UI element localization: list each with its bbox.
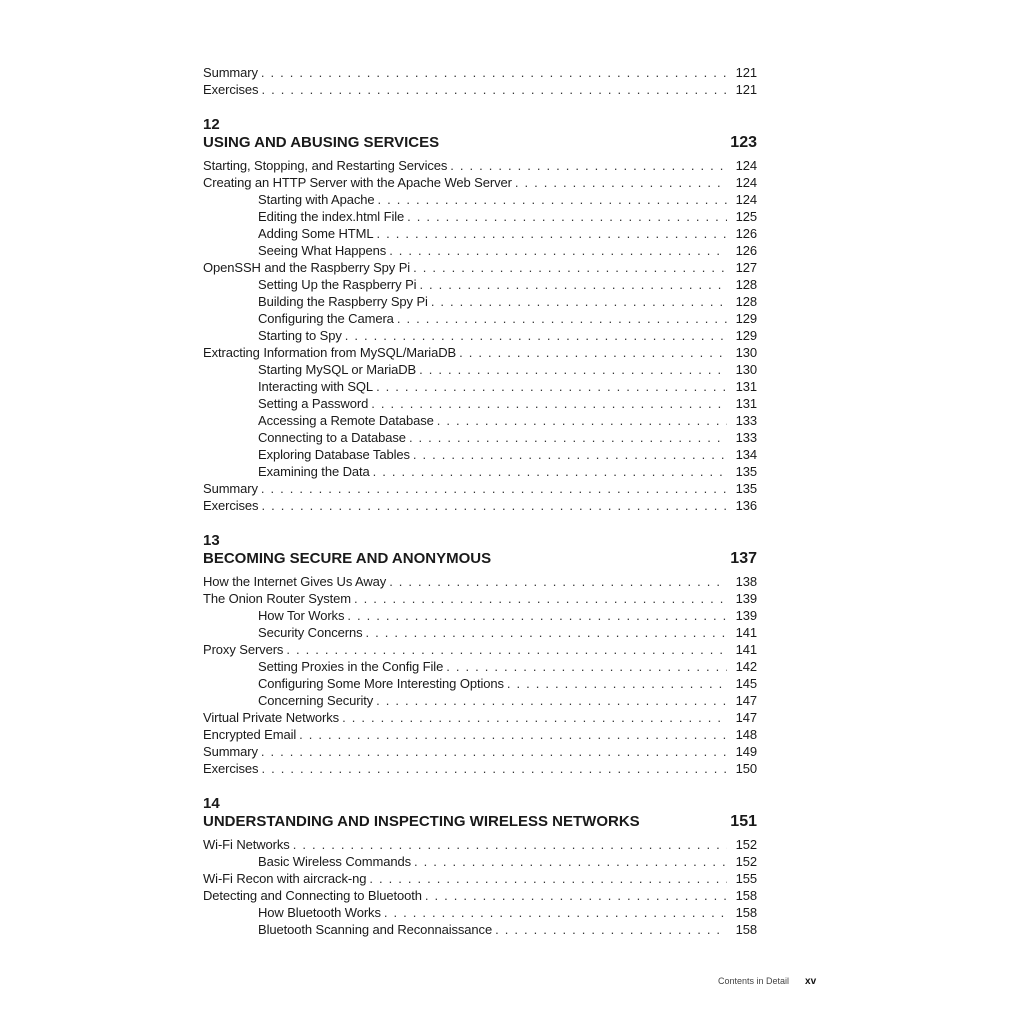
toc-entry[interactable] [203, 641, 757, 658]
entry-label: Creating an HTTP Server with the Apache Web Server [203, 175, 512, 190]
entry-page: 130 [735, 362, 757, 377]
toc-entry[interactable] [203, 760, 757, 777]
toc-entry[interactable] [203, 709, 757, 726]
entry-page: 152 [735, 837, 757, 852]
entry-page: 141 [735, 642, 757, 657]
entry-page: 148 [735, 727, 757, 742]
dot-leader [376, 378, 727, 395]
toc-subentry[interactable] [203, 395, 757, 412]
dot-leader [446, 658, 727, 675]
entry-page: 124 [735, 158, 757, 173]
entry-page: 124 [735, 175, 757, 190]
dot-leader [495, 921, 727, 938]
toc-subentry[interactable] [203, 904, 757, 921]
toc-entry[interactable] [203, 590, 757, 607]
entry-page: 158 [735, 922, 757, 937]
dot-leader [293, 836, 727, 853]
entry-label: Encrypted Email [203, 727, 297, 742]
entry-label: Summary [203, 65, 258, 80]
toc-subentry[interactable] [203, 412, 757, 429]
chapter-heading[interactable] [203, 549, 757, 569]
entry-page: 124 [735, 192, 757, 207]
entry-page: 126 [735, 243, 757, 258]
toc-subentry[interactable] [203, 692, 757, 709]
entry-label: Exercises [203, 82, 259, 97]
toc-entry[interactable] [203, 174, 757, 191]
entry-page: 142 [735, 659, 757, 674]
entry-page: 158 [735, 905, 757, 920]
entry-label: Proxy Servers [203, 642, 284, 657]
toc-subentry[interactable] [203, 853, 757, 870]
entry-label: Setting Up the Raspberry Pi [258, 277, 417, 292]
toc-subentry[interactable] [203, 208, 757, 225]
dot-leader [371, 395, 727, 412]
toc-subentry[interactable] [203, 658, 757, 675]
chapter-number: 13 [203, 532, 220, 549]
toc-entry[interactable] [203, 497, 757, 514]
toc-subentry[interactable] [203, 463, 757, 480]
entry-label: Exercises [203, 498, 259, 513]
dot-leader [419, 276, 727, 293]
footer-section: Contents in Detail [718, 976, 790, 986]
toc-subentry[interactable] [203, 429, 757, 446]
chapter-page: 123 [730, 134, 757, 151]
toc-subentry[interactable] [203, 327, 757, 344]
toc-page [203, 64, 757, 938]
entry-label: Summary [203, 481, 258, 496]
entry-label: Summary [203, 744, 258, 759]
toc-entry[interactable] [203, 344, 757, 361]
chapter-title: UNDERSTANDING AND INSPECTING WIRELESS NETWORKS [203, 813, 640, 830]
entry-page: 131 [735, 396, 757, 411]
dot-leader [419, 361, 727, 378]
entry-page: 135 [735, 464, 757, 479]
dot-leader [345, 327, 727, 344]
dot-leader [366, 624, 727, 641]
toc-entry[interactable] [203, 157, 757, 174]
page-folio: xv [805, 976, 817, 987]
dot-leader [354, 590, 727, 607]
dot-leader [515, 174, 727, 191]
dot-leader [299, 726, 727, 743]
dot-leader [450, 157, 727, 174]
dot-leader [261, 760, 727, 777]
entry-label: Security Concerns [258, 625, 363, 640]
chapter-section [203, 532, 757, 777]
dot-leader [413, 446, 727, 463]
entry-page: 128 [735, 294, 757, 309]
entry-label: Editing the index.html File [258, 209, 405, 224]
dot-leader [389, 573, 727, 590]
entry-label: OpenSSH and the Raspberry Spy Pi [203, 260, 411, 275]
entry-page: 150 [735, 761, 757, 776]
entry-label: Exploring Database Tables [258, 447, 410, 462]
entry-page: 130 [735, 345, 757, 360]
dot-leader [431, 293, 727, 310]
entry-label: Setting Proxies in the Config File [258, 659, 444, 674]
entry-page: 135 [735, 481, 757, 496]
toc-entry[interactable] [203, 726, 757, 743]
dot-leader [376, 225, 727, 242]
entry-label: Wi-Fi Networks [203, 837, 290, 852]
toc-entry[interactable] [203, 81, 757, 98]
entry-page: 125 [735, 209, 757, 224]
toc-subentry[interactable] [203, 921, 757, 938]
dot-leader [373, 463, 727, 480]
dot-leader [414, 853, 727, 870]
page-footer [718, 976, 816, 987]
dot-leader [378, 191, 727, 208]
entry-label: Connecting to a Database [258, 430, 406, 445]
toc-subentry[interactable] [203, 310, 757, 327]
entry-label: How the Internet Gives Us Away [203, 574, 387, 589]
dot-leader [261, 743, 727, 760]
entry-label: Bluetooth Scanning and Reconnaissance [258, 922, 493, 937]
toc-subentry[interactable] [203, 293, 757, 310]
entry-page: 121 [735, 65, 757, 80]
chapter-page: 151 [730, 813, 757, 830]
toc-entry[interactable] [203, 743, 757, 760]
entry-page: 129 [735, 328, 757, 343]
toc-subentry[interactable] [203, 624, 757, 641]
toc-subentry[interactable] [203, 361, 757, 378]
toc-entry[interactable] [203, 836, 757, 853]
dot-leader [407, 208, 727, 225]
entry-page: 139 [735, 608, 757, 623]
chapter-section [203, 116, 757, 514]
entry-label: The Onion Router System [203, 591, 351, 606]
entry-page: 158 [735, 888, 757, 903]
dot-leader [261, 480, 727, 497]
entry-label: Wi-Fi Recon with aircrack-ng [203, 871, 367, 886]
entry-page: 152 [735, 854, 757, 869]
entry-page: 133 [735, 430, 757, 445]
entry-page: 133 [735, 413, 757, 428]
entry-page: 126 [735, 226, 757, 241]
toc-subentry[interactable] [203, 225, 757, 242]
entry-page: 145 [735, 676, 757, 691]
toc-subentry[interactable] [203, 191, 757, 208]
entry-label: Building the Raspberry Spy Pi [258, 294, 428, 309]
dot-leader [409, 429, 727, 446]
dot-leader [384, 904, 727, 921]
entry-label: Configuring the Camera [258, 311, 394, 326]
entry-page: 141 [735, 625, 757, 640]
entry-label: How Bluetooth Works [258, 905, 381, 920]
chapter-section [203, 795, 757, 938]
entry-label: Interacting with SQL [258, 379, 374, 394]
dot-leader [261, 64, 727, 81]
toc-subentry[interactable] [203, 276, 757, 293]
toc-entry[interactable] [203, 259, 757, 276]
dot-leader [425, 887, 727, 904]
chapter-number: 14 [203, 795, 220, 812]
entry-page: 147 [735, 710, 757, 725]
entry-page: 129 [735, 311, 757, 326]
entry-label: Setting a Password [258, 396, 369, 411]
entry-label: Starting MySQL or MariaDB [258, 362, 417, 377]
entry-page: 139 [735, 591, 757, 606]
entry-label: Virtual Private Networks [203, 710, 340, 725]
entry-page: 147 [735, 693, 757, 708]
chapter-title: USING AND ABUSING SERVICES [203, 134, 440, 151]
dot-leader [413, 259, 727, 276]
entry-label: Configuring Some More Interesting Options [258, 676, 504, 691]
entry-label: Starting with Apache [258, 192, 375, 207]
entry-page: 134 [735, 447, 757, 462]
toc-entry[interactable] [203, 870, 757, 887]
entry-page: 155 [735, 871, 757, 886]
toc-subentry[interactable] [203, 242, 757, 259]
dot-leader [376, 692, 727, 709]
entry-label: Starting to Spy [258, 328, 342, 343]
toc-entry[interactable] [203, 573, 757, 590]
intro-entries [203, 64, 757, 98]
dot-leader [437, 412, 727, 429]
dot-leader [286, 641, 727, 658]
entry-page: 136 [735, 498, 757, 513]
entry-label: How Tor Works [258, 608, 345, 623]
toc-subentry[interactable] [203, 446, 757, 463]
chapter-heading[interactable] [203, 133, 757, 153]
dot-leader [261, 497, 727, 514]
dot-leader [507, 675, 727, 692]
chapter-number: 12 [203, 116, 220, 133]
dot-leader [261, 81, 727, 98]
entry-label: Seeing What Happens [258, 243, 387, 258]
entry-page: 127 [735, 260, 757, 275]
entry-label: Basic Wireless Commands [258, 854, 412, 869]
entry-page: 128 [735, 277, 757, 292]
entry-page: 149 [735, 744, 757, 759]
entry-page: 138 [735, 574, 757, 589]
entry-label: Examining the Data [258, 464, 370, 479]
toc-entry[interactable] [203, 480, 757, 497]
toc-entry[interactable] [203, 64, 757, 81]
toc-subentry[interactable] [203, 675, 757, 692]
dot-leader [347, 607, 727, 624]
entry-label: Starting, Stopping, and Restarting Services [203, 158, 448, 173]
entry-label: Adding Some HTML [258, 226, 374, 241]
dot-leader [369, 870, 727, 887]
toc-subentry[interactable] [203, 607, 757, 624]
entry-label: Accessing a Remote Database [258, 413, 434, 428]
entry-page: 121 [735, 82, 757, 97]
entry-page: 131 [735, 379, 757, 394]
dot-leader [342, 709, 727, 726]
entry-label: Extracting Information from MySQL/MariaDB [203, 345, 457, 360]
toc-subentry[interactable] [203, 378, 757, 395]
toc-entry[interactable] [203, 887, 757, 904]
dot-leader [459, 344, 727, 361]
entry-label: Detecting and Connecting to Bluetooth [203, 888, 422, 903]
entry-label: Concerning Security [258, 693, 374, 708]
dot-leader [389, 242, 727, 259]
chapter-title: BECOMING SECURE AND ANONYMOUS [203, 550, 492, 567]
chapter-list [203, 116, 757, 938]
entry-label: Exercises [203, 761, 259, 776]
chapter-heading[interactable] [203, 812, 757, 832]
dot-leader [397, 310, 727, 327]
chapter-page: 137 [730, 550, 757, 567]
